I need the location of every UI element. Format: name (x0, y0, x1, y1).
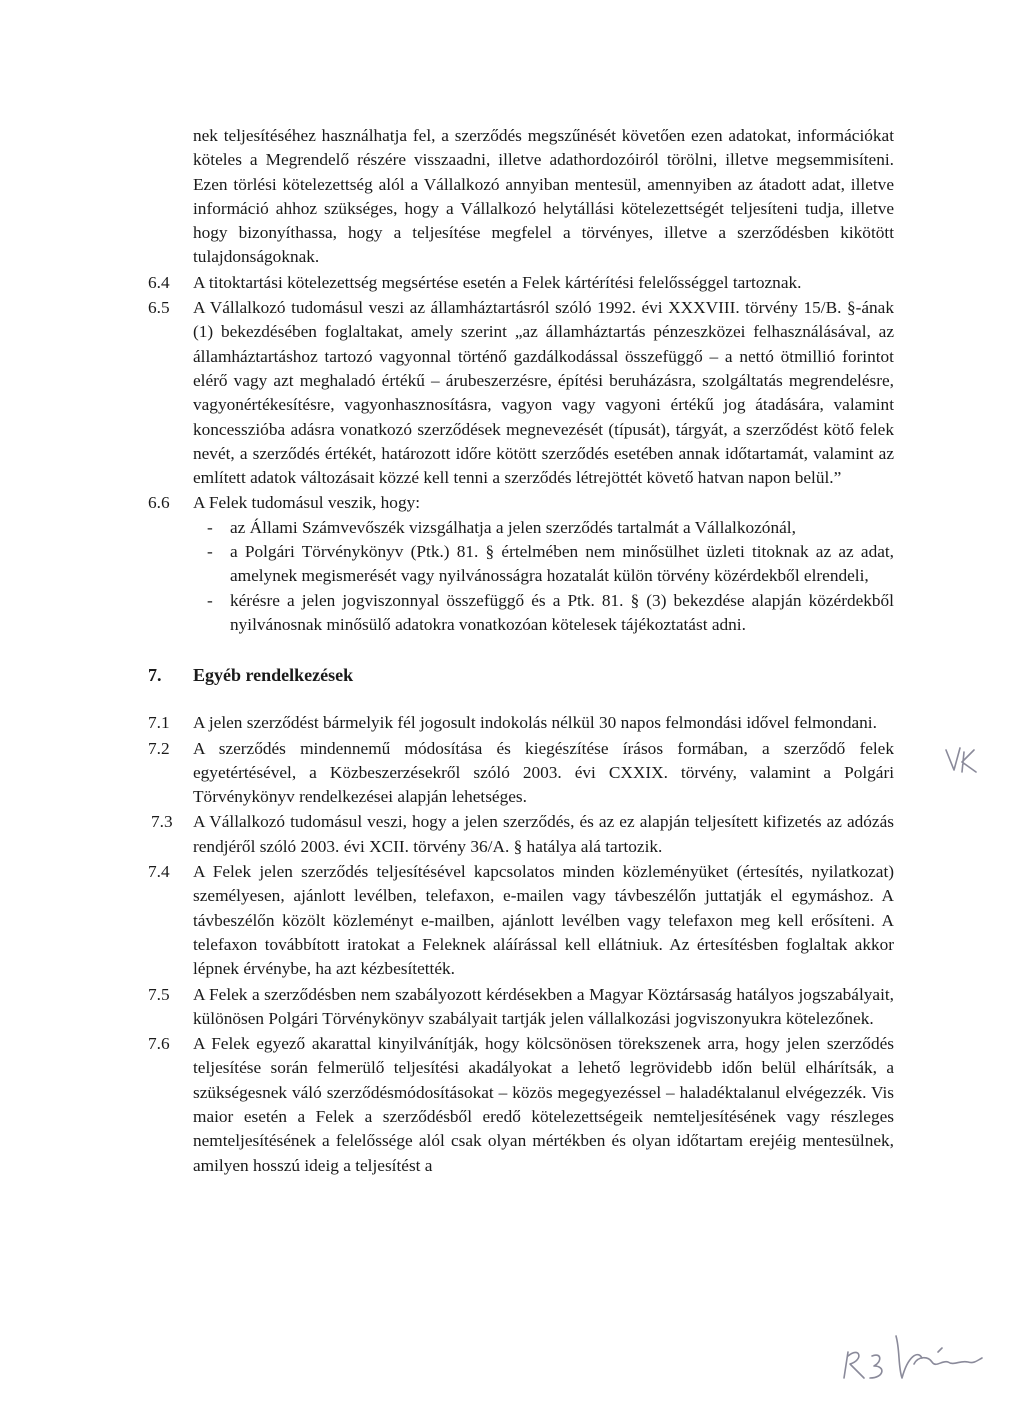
clause-6-4 (148, 271, 894, 295)
clause-text: A Vállalkozó tudomásul veszi, hogy a jelen szerződés, és az ez alapján teljesített kifizetés az adózás rendjéről szóló 2003. évi XCII. törvény 36/A. § hatálya alá tartozik. (193, 812, 894, 856)
clause-7-3 (148, 810, 894, 859)
list-item (193, 589, 894, 638)
clause-7-4 (148, 860, 894, 981)
handwritten-signature (838, 1316, 988, 1386)
clause-text: A szerződés mindennemű módosítása és kiegészítése írásos formában, a szerződő felek egyetértésével, a Közbeszerzésekről szóló 2003. évi CXXIX. törvény, valamint a Polgári Törvénykönyv rendelkezései alapján lehetséges. (193, 738, 894, 807)
clause-text: A Felek egyező akarattal kinyilvánítják, hogy kölcsönösen törekszenek arra, hogy jelen szerződés teljesítése során felmerülő teljesítési akadályokat a lehető legrövidebb időn belül elhárítsák, a szükségesnek váló szerződésmódosításokat – közös megegyezéssel – haladéktalanul elvégezzék. Vis maior esetén a Felek a szerződésből eredő kötelezettségeik nemteljesítésének vagy részleges nemteljesítésének a felelőssége alól csak olyan mértékben és olyan időtartam erejéig mentesülnek, amilyen hosszú ideig a teljesítést a (193, 1034, 894, 1175)
clause-number: 6.4 (148, 272, 170, 292)
clause-7-6 (148, 1032, 894, 1178)
clause-7-2 (148, 737, 894, 810)
clause-number: 6.6 (148, 493, 170, 513)
clause-7-1 (148, 711, 894, 735)
bullet-text: az Állami Számvevőszék vizsgálhatja a jelen szerződés tartalmát a Vállalkozónál, (230, 517, 796, 537)
clause-number: 7.2 (148, 738, 170, 758)
bullet-text: a Polgári Törvénykönyv (Ptk.) 81. § értelmében nem minősülhet üzleti titoknak az az adat, amelynek megismerését vagy nyilvánosságra hozatalát külön törvény közérdekből elrendeli, (230, 542, 894, 586)
paragraph-6-3-continuation: nek teljesítéséhez használhatja fel, a szerződés megszűnését követően ezen adatokat, információkat köteles a Megrendelő részére visszaadni, illetve adathordozóiról törölni, illetve megsemmisíteni. Ezen törlési kötelezettség alól a Vállalkozó annyiban mentesül, amennyiben az átadott adat, illetve információ ahhoz szükséges, hogy a Vállalkozó helytállási kötelezettségét teljesíteni tudja, illetve hogy bizonyíthassa, hogy a teljesítése megfelel a törvényes, illetve a szerződésben kikötött tulajdonságoknak. (193, 126, 894, 267)
clause-text: A jelen szerződést bármelyik fél jogosult indokolás nélkül 30 napos felmondási idővel felmondani. (193, 713, 877, 733)
handwritten-initials-top (940, 742, 990, 782)
clause-text: A titoktartási kötelezettség megsértése esetén a Felek kártérítési felelősséggel tartoznak. (193, 272, 802, 292)
bullet-list (193, 516, 894, 637)
clause-number: 7.4 (148, 862, 170, 882)
bullet-dash: - (207, 542, 213, 562)
bullet-dash: - (207, 517, 213, 537)
clause-number: 7.1 (148, 713, 170, 733)
bullet-dash: - (207, 590, 213, 610)
clause-text: A Vállalkozó tudomásul veszi az államháztartásról szóló 1992. évi XXXVIII. törvény 15/B. §-ának (1) bekezdésében foglaltakat, amely szerint „az államháztartás pénzeszközei felhasználásával, az államháztartáshoz tartozó vagyonnal történő gazdálkodással összefüggő – a nettó ötmillió forintot elérő vagy azt meghaladó értékű – árubeszerzésre, építési beruházásra, szolgáltatás megrendelésre, vagyonértékesítésre, vagyonhasznosításra, vagyon vagy vagyoni értékű jog átadására, valamint koncesszióba adásra vonatkozó szerződések megnevezését (típusát), tárgyát, a szerződést kötő felek nevét, a szerződés értékét, határozott időre kötött szerződés esetében annak időtartamát, valamint az említett adatok változásait közzé kell tenni a szerződés létrejöttét követő hatvan napon belül.” (193, 298, 894, 488)
document-body (148, 124, 894, 1178)
clause-number: 7.3 (151, 812, 173, 832)
clause-7-5 (148, 983, 894, 1032)
clause-text: A Felek a szerződésben nem szabályozott kérdésekben a Magyar Köztársaság hatályos jogszabályait, különösen Polgári Törvénykönyv szabályait tartják jelen vállalkozási jogviszonyukra kötelezőnek. (193, 984, 894, 1028)
clause-number: 7.6 (148, 1034, 170, 1054)
section-6-continuation (193, 124, 894, 270)
clause-number: 6.5 (148, 298, 170, 318)
section-number: 7. (148, 665, 162, 686)
section-title: Egyéb rendelkezések (193, 665, 354, 686)
list-item (193, 516, 894, 540)
section-7-heading (148, 663, 894, 687)
clause-6-6 (148, 491, 894, 637)
clause-text: A Felek jelen szerződés teljesítésével kapcsolatos minden közleményüket (értesítés, nyilatkozat) személyesen, ajánlott levélben, telefaxon, e-mailen vagy távbeszélőn juttatják el egymáshoz. A távbeszélőn közölt közleményt e-mailben, ajánlott levélben vagy telefaxon meg kell erősíteni. A telefaxon továbbított iratokat a Feleknek aláírással kell ellátniuk. Az értesítésben foglaltak akkor lépnek érvénybe, ha azt kézbesítették. (193, 862, 894, 979)
clause-text: A Felek tudomásul veszik, hogy: (193, 493, 421, 513)
clause-6-5 (148, 296, 894, 490)
bullet-text: kérésre a jelen jogviszonnyal összefüggő és a Ptk. 81. § (3) bekezdése alapján közérdekből nyilvánosnak minősülő adatokra vonatkozóan kötelesek tájékoztatást adni. (230, 590, 894, 634)
list-item (193, 540, 894, 589)
clause-number: 7.5 (148, 984, 170, 1004)
